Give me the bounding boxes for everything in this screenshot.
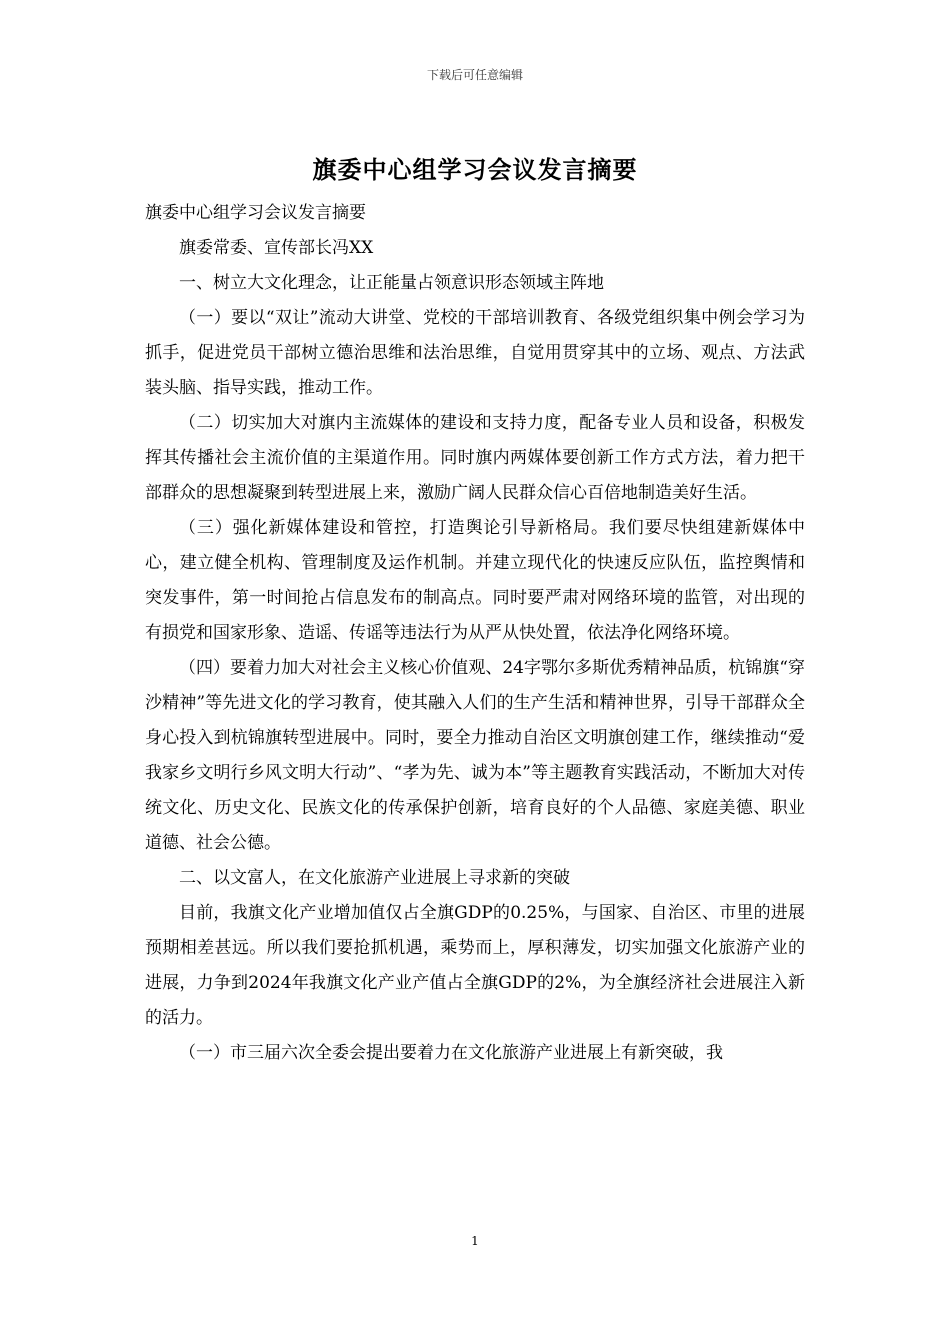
paragraph-section-heading: 二、以文富人，在文化旅游产业进展上寻求新的突破 xyxy=(179,868,570,888)
paragraph-section-heading: 一、树立大文化理念，让正能量占领意识形态领域主阵地 xyxy=(179,273,604,293)
header-note: 下载后可任意编辑 xyxy=(426,68,523,82)
paragraph-subtitle: 旗委中心组学习会议发言摘要 xyxy=(145,203,366,223)
paragraph: （一）要以“双让”流动大讲堂、党校的干部培训教育、各级党组织集中例会学习为抓手，促进党员干部树立德治思维和法治思维，自觉用贯穿其中的立场、观点、方法武装头脑、指导实践，推动工作。 xyxy=(145,308,805,398)
paragraph-author: 旗委常委、宣传部长冯XX xyxy=(179,238,374,258)
paragraph: （二）切实加大对旗内主流媒体的建设和支持力度，配备专业人员和设备，积极发挥其传播社会主流价值的主渠道作用。同时旗内两媒体要创新工作方式方法，着力把干部群众的思想凝聚到转型进展上来，激励广阔人民群众信心百倍地制造美好生活。 xyxy=(145,413,805,503)
paragraph: （一）市三届六次全委会提出要着力在文化旅游产业进展上有新突破，我 xyxy=(179,1043,723,1063)
paragraph: 目前，我旗文化产业增加值仅占全旗GDP的0.25%，与国家、自治区、市里的进展预期相差甚远。所以我们要抢抓机遇，乘势而上，厚积薄发，切实加强文化旅游产业的进展，力争到2024年我旗文化产业产值占全旗GDP的2%，为全旗经济社会进展注入新的活力。 xyxy=(145,903,805,1028)
paragraph: （四）要着力加大对社会主义核心价值观、24字鄂尔多斯优秀精神品质，杭锦旗“穿沙精神”等先进文化的学习教育，使其融入人们的生产生活和精神世界，引导干部群众全身心投入到杭锦旗转型进展中。同时，要全力推动自治区文明旗创建工作，继续推动“爱我家乡文明行乡风文明大行动”、“孝为先、诚为本”等主题教育实践活动，不断加大对传统文化、历史文化、民族文化的传承保护创新，培育良好的个人品德、家庭美德、职业道德、社会公德。 xyxy=(145,658,805,853)
document-body xyxy=(145,196,805,1071)
page-number: 1 xyxy=(471,1234,479,1248)
paragraph: （三）强化新媒体建设和管控，打造舆论引导新格局。我们要尽快组建新媒体中心，建立健全机构、管理制度及运作机制。并建立现代化的快速反应队伍，监控舆情和突发事件，第一时间抢占信息发布的制高点。同时要严肃对网络环境的监管，对出现的有损党和国家形象、造谣、传谣等违法行为从严从快处置，依法净化网络环境。 xyxy=(145,518,805,643)
document-title: 旗委中心组学习会议发言摘要 xyxy=(312,155,638,184)
